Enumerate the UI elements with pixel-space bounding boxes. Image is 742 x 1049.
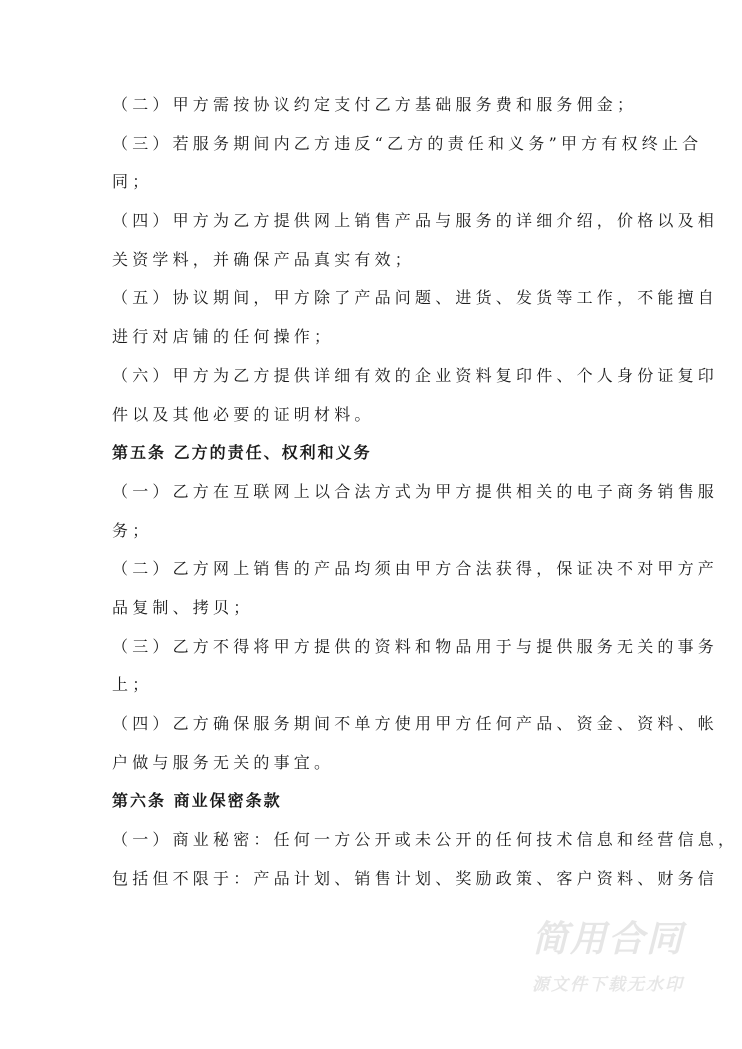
clause-line: （三）乙方不得将甲方提供的资料和物品用于与提供服务无关的事务 xyxy=(112,636,719,656)
clause-line: 件以及其他必要的证明材料。 xyxy=(112,404,375,424)
clause-line: 户做与服务无关的事宜。 xyxy=(112,752,335,772)
clause-line: （四）乙方确保服务期间不单方使用甲方任何产品、资金、资料、帐 xyxy=(112,714,719,733)
clause-line: 务； xyxy=(112,520,153,540)
clause-line: （六）甲方为乙方提供详细有效的企业资料复印件、个人身份证复印 xyxy=(112,365,719,385)
watermark-subtitle: 源文件下载无水印 xyxy=(532,975,684,995)
clause-line: （三）若服务期间内乙方违反“乙方的责任和义务”甲方有权终止合 xyxy=(112,133,703,153)
clause-line: （五）协议期间，甲方除了产品问题、进货、发货等工作，不能擅自 xyxy=(112,288,719,308)
section-heading-article-6: 第六条 商业保密条款 xyxy=(112,791,282,811)
watermark xyxy=(508,918,708,1000)
clause-line: （一）乙方在互联网上以合法方式为甲方提供相关的电子商务销售服 xyxy=(112,481,719,501)
watermark-title: 简用合同 xyxy=(531,919,684,960)
clause-line: 关资学料，并确保产品真实有效； xyxy=(112,249,416,269)
clause-line: （二）乙方网上销售的产品均须由甲方合法获得，保证决不对甲方产 xyxy=(112,559,719,579)
clause-line: 上； xyxy=(112,675,153,695)
clause-line: （四）甲方为乙方提供网上销售产品与服务的详细介绍，价格以及相 xyxy=(112,211,719,231)
clause-line: 进行对店铺的任何操作； xyxy=(112,327,335,347)
section-heading-article-5: 第五条 乙方的责任、权利和义务 xyxy=(112,443,372,463)
document-body xyxy=(112,90,739,902)
clause-line: （二）甲方需按协议约定支付乙方基础服务费和服务佣金； xyxy=(112,95,638,114)
clause-line: 同； xyxy=(112,172,153,192)
clause-line: （一）商业秘密：任何一方公开或未公开的任何技术信息和经营信息， xyxy=(112,830,739,850)
clause-line: 品复制、拷贝； xyxy=(112,597,254,617)
clause-line: 包括但不限于：产品计划、销售计划、奖励政策、客户资料、财务信 xyxy=(112,868,719,888)
